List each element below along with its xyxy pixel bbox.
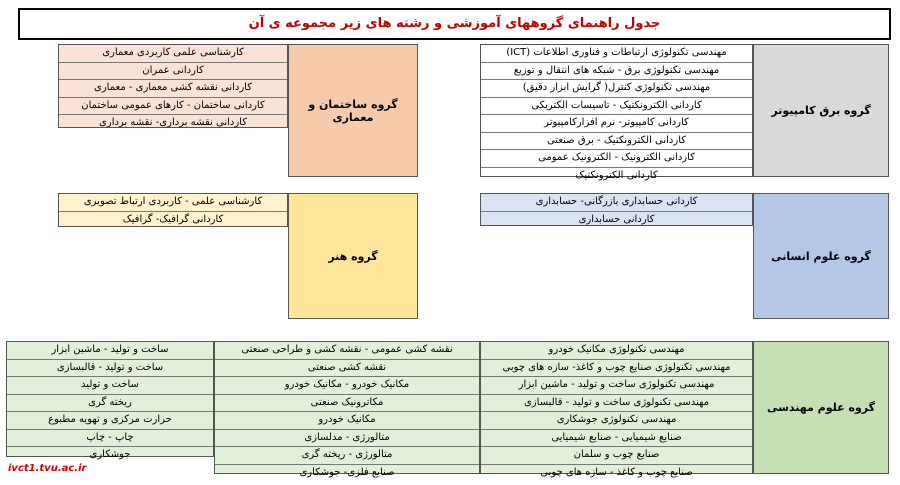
engineering-list-col3: [6, 341, 214, 460]
list-item: مهندسی تکنولوژی برق - شبکه های انتقال و توزیع: [481, 63, 752, 81]
list-item: ساخت و تولید - قالبسازی: [7, 360, 213, 378]
group-label: گروه ساختمان و معماری: [308, 97, 398, 124]
electrical-list: [480, 44, 753, 181]
list-item: کاردانی الکترونکتیک - برق صنعتی: [481, 133, 752, 151]
list-item: مهندسی تکنولوژی ساخت و تولید - ماشین ابزار: [481, 377, 752, 395]
list-item: صنایع شیمیایی - صنایع شیمیایی: [481, 430, 752, 448]
list-item: کاردانی نقشه برداری- نقشه برداری: [99, 117, 247, 128]
construction-list: [58, 44, 288, 128]
list-item: کاردانی الکترونکتیک: [575, 169, 658, 181]
list-item: کارشناسی علمی - کاربردی ارتباط تصویری: [59, 194, 287, 212]
list-item: کاردانی عمران: [59, 63, 287, 81]
group-humanities: [753, 193, 889, 319]
list-item: مهندسی تکنولوژی جوشکاری: [481, 412, 752, 430]
group-electrical: [753, 44, 889, 177]
group-label: گروه برق کامپیوتر: [771, 104, 871, 117]
list-item: متالورژی - مدلسازی: [215, 430, 479, 448]
list-item: ساخت و تولید: [7, 377, 213, 395]
group-construction: [288, 44, 418, 177]
list-item: ساخت و تولید - ماشین ابزار: [7, 342, 213, 360]
list-item: کاردانی حسابداری: [578, 213, 655, 225]
list-item: حرارت مرکزی و تهویه مطبوع: [7, 412, 213, 430]
page-title: جدول راهنمای گروههای آموزشی و رشته های زیر مجموعه ی آن: [18, 8, 891, 40]
list-item: مهندسی تکنولوژی مکانیک خودرو: [481, 342, 752, 360]
art-list: [58, 193, 288, 227]
list-item: متالورژی - ریخته گری: [215, 447, 479, 465]
list-item: صنایع چوب و کاغذ - سازه های چوبی: [540, 466, 693, 478]
list-item: کاردانی الکترونکتیک - تاسیسات الکتریکی: [481, 98, 752, 116]
group-art: [288, 193, 418, 319]
list-item: کاردانی گرافیک- گرافیک: [122, 213, 224, 225]
list-item: چاپ - چاپ: [7, 430, 213, 448]
group-engineering: [753, 341, 889, 474]
list-item: مهندسی تکنولوژی ارتباطات و فناوری اطلاعات (ICT): [481, 45, 752, 63]
list-item: صنایع چوب و سلمان: [481, 447, 752, 465]
list-item: نقشه کشی صنعتی: [215, 360, 479, 378]
list-item: کاردانی ساختمان - کارهای عمومی ساختمان: [59, 98, 287, 116]
engineering-list-col2: [214, 341, 480, 478]
list-item: مکاترونیک صنعتی: [215, 395, 479, 413]
list-item: کارشناسی علمی کاربردی معماری: [59, 45, 287, 63]
list-item: کاردانی نقشه کشی معماری - معماری: [59, 80, 287, 98]
group-label: گروه علوم انسانی: [771, 249, 871, 263]
watermark: ivct1.tvu.ac.ir: [8, 463, 87, 474]
list-item: کاردانی الکترونیک - الکترونیک عمومی: [481, 150, 752, 168]
engineering-list-col1: [480, 341, 753, 478]
list-item: صنایع فلزی- جوشکاری: [299, 466, 395, 478]
list-item: مهندسی تکنولوژی کنترل( گرایش ابزار دقیق): [481, 80, 752, 98]
group-label: گروه علوم مهندسی: [766, 401, 876, 414]
list-item: مکانیک خودرو: [215, 412, 479, 430]
list-item: مهندسی تکنولوژی صنایع چوب و کاغذ- سازه های چوبی: [481, 360, 752, 378]
list-item: مکانیک خودرو - مکانیک خودرو: [215, 377, 479, 395]
list-item: مهندسی تکنولوژی ساخت و تولید - قالبسازی: [481, 395, 752, 413]
list-item: جوشکاری: [89, 449, 131, 460]
humanities-list: [480, 193, 753, 226]
list-item: ریخته گری: [7, 395, 213, 413]
list-item: کاردانی کامپیوتر- نرم افزارکامپیوتر: [481, 115, 752, 133]
list-item: کاردانی حسابداری بازرگانی- حسابداری: [481, 194, 752, 212]
list-item: نقشه کشی عمومی - نقشه کشی و طراحی صنعتی: [215, 342, 479, 360]
group-label: گروه هنر: [328, 249, 378, 263]
